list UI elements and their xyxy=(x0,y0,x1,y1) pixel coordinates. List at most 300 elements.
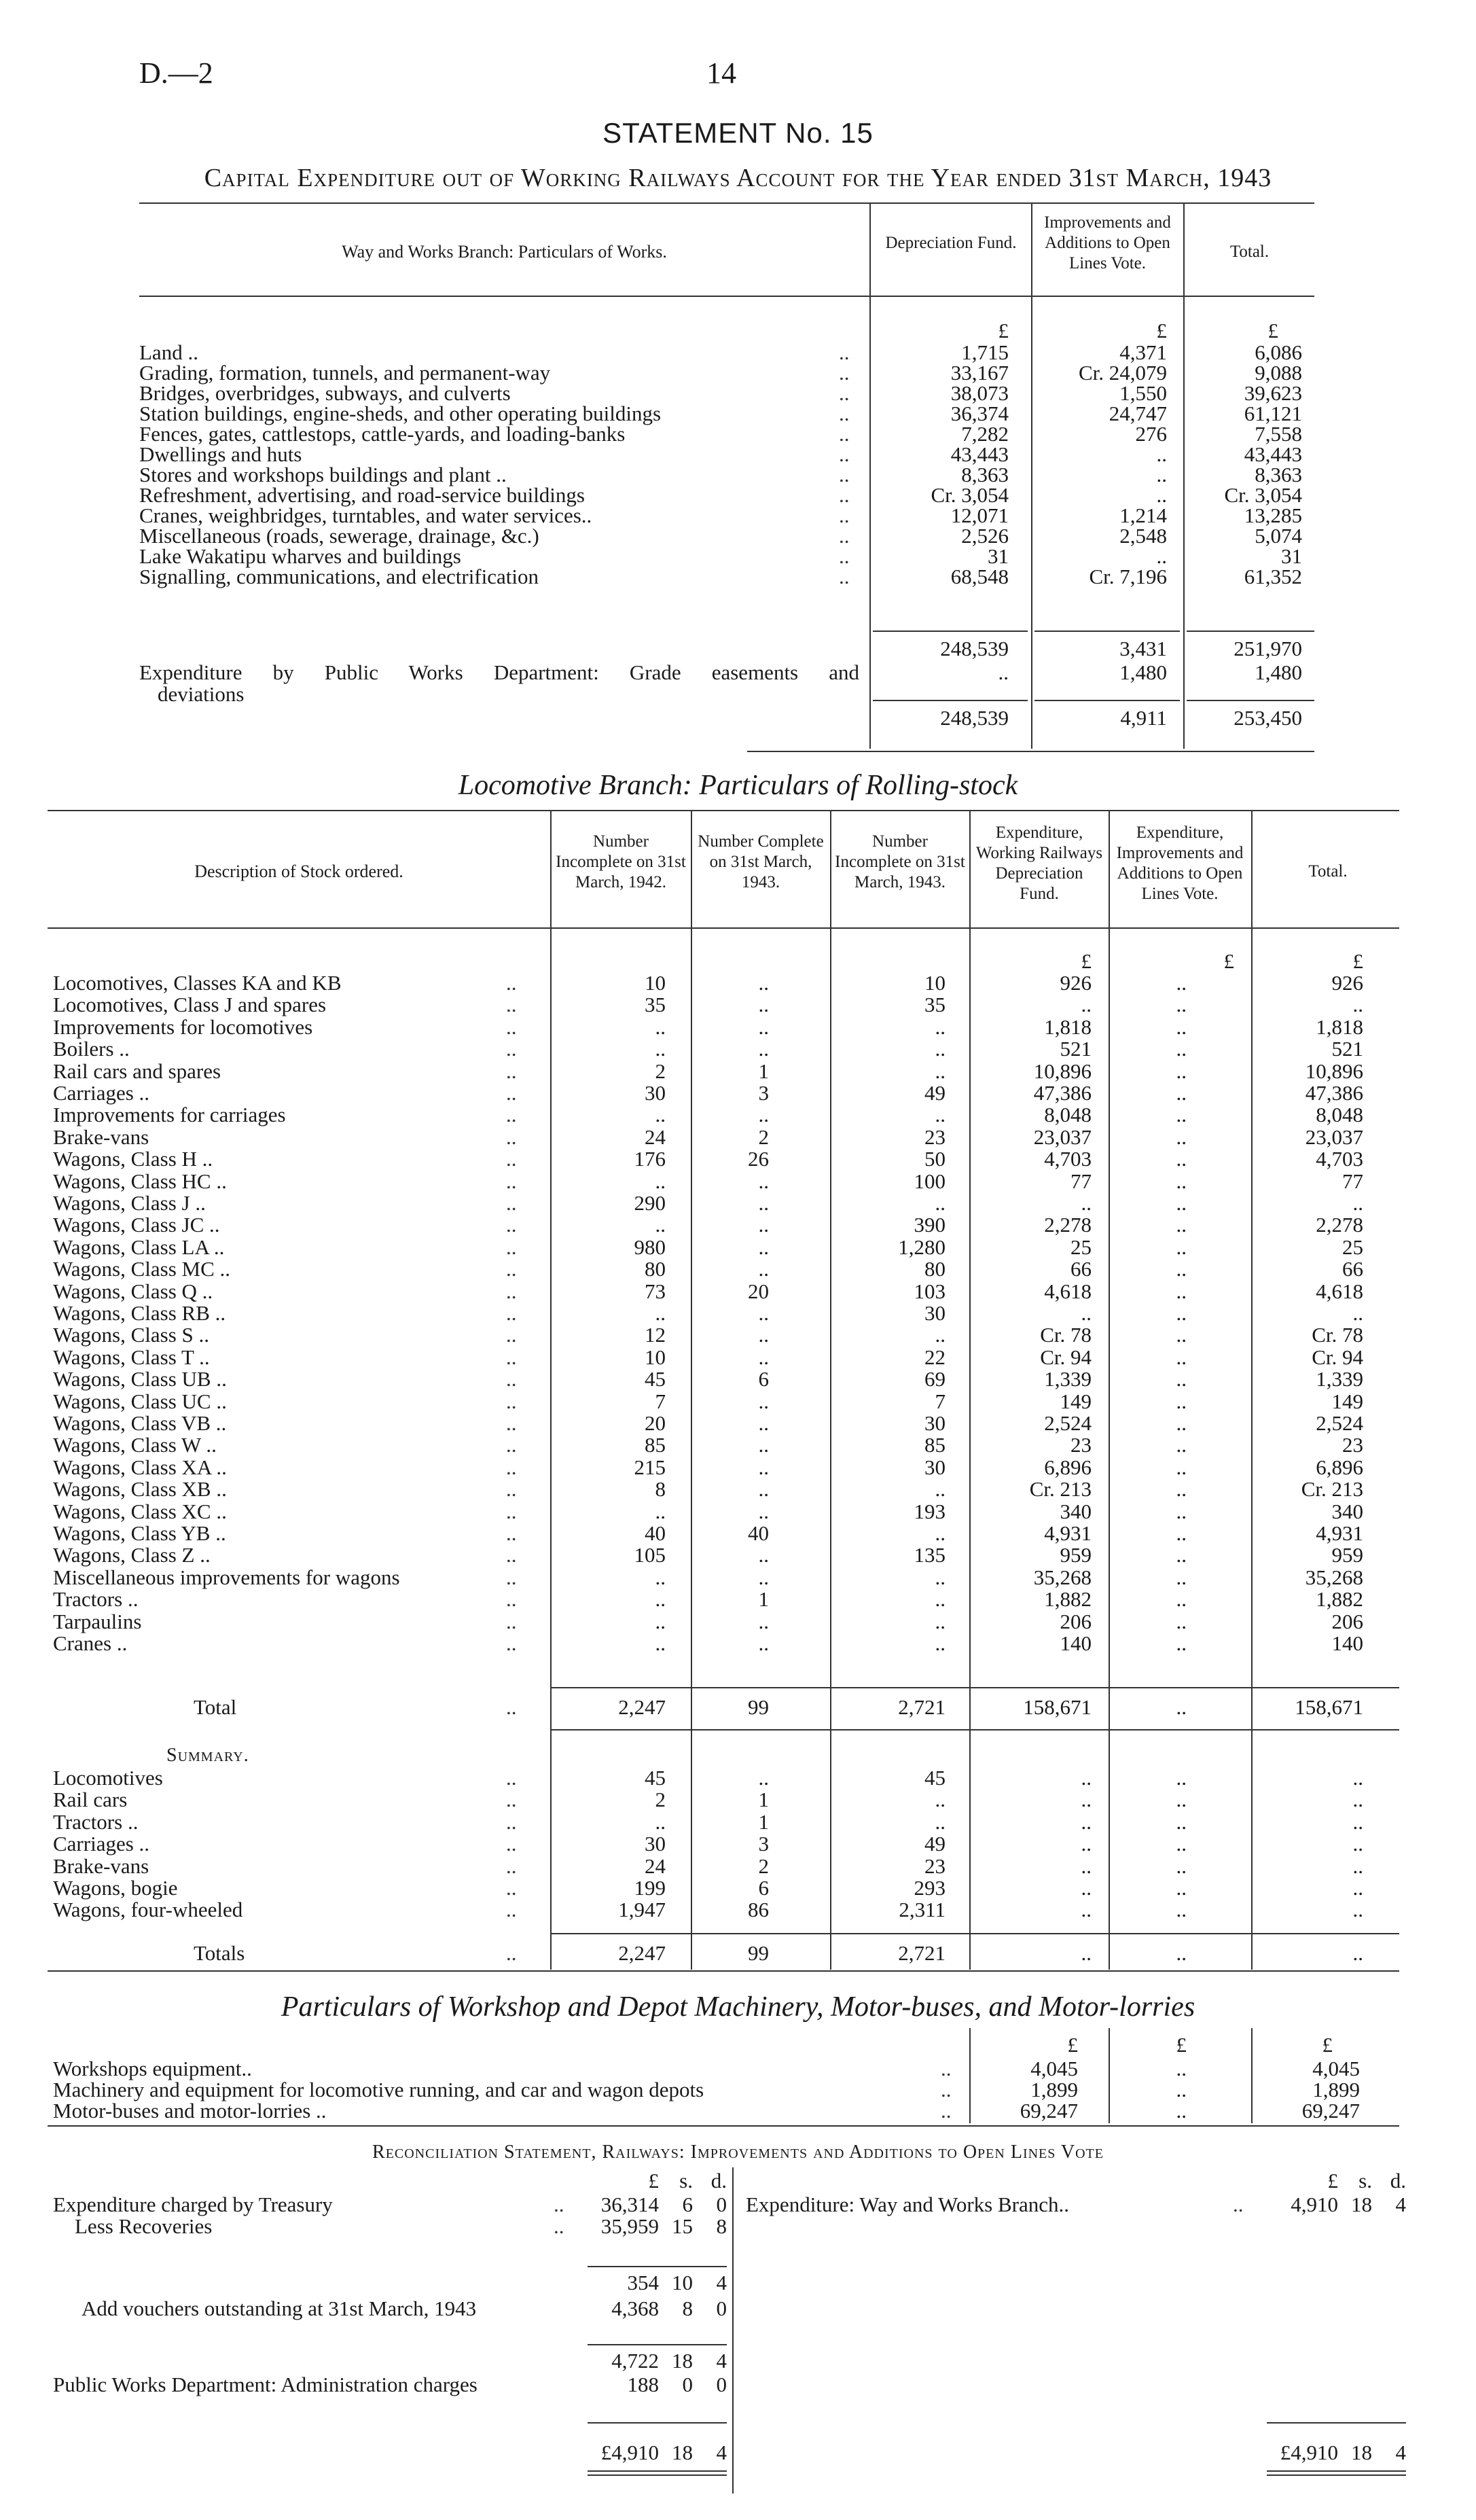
cell-imp-vote: .. xyxy=(1176,1235,1187,1259)
cell-dep-fund: 149 xyxy=(1060,1389,1092,1413)
recon-double-rule xyxy=(1267,2470,1406,2472)
cell-dep-fund: 158,671 xyxy=(1023,1695,1092,1719)
recon-shillings: 8 xyxy=(682,2296,693,2320)
cell-dep-fund: 340 xyxy=(1060,1499,1092,1523)
cell-complete-1943: 1 xyxy=(758,1809,769,1834)
ww-row-dep: 1,715 xyxy=(961,340,1009,364)
cell-total: Cr. 94 xyxy=(1312,1345,1363,1369)
cell-total: 521 xyxy=(1331,1037,1363,1061)
cell-total: .. xyxy=(1352,1853,1363,1878)
cell-incomplete-1943: 7 xyxy=(935,1389,946,1413)
loco-row xyxy=(0,1633,1476,1654)
loco-row-label: Improvements for locomotives xyxy=(53,1014,313,1039)
cell-dep-fund: 35,268 xyxy=(1033,1565,1092,1589)
cell-dep-fund: 4,045 xyxy=(1030,2057,1078,2080)
ww-row-dep: 8,363 xyxy=(961,463,1009,486)
cell-total: .. xyxy=(1352,1809,1363,1834)
leader-dots: .. xyxy=(506,1766,517,1790)
loco-row-label: Miscellaneous improvements for wagons xyxy=(53,1565,400,1589)
cell-incomplete-1942: 40 xyxy=(645,1521,666,1545)
loco-row xyxy=(0,995,1476,1015)
cell-imp-vote: .. xyxy=(1176,1103,1187,1127)
ww-row-total: 39,623 xyxy=(1244,381,1302,405)
cell-total: .. xyxy=(1352,1832,1363,1856)
ww-row-label: Land .. xyxy=(139,340,198,364)
cell-incomplete-1942: .. xyxy=(655,1037,666,1061)
cell-incomplete-1942: .. xyxy=(655,1169,666,1193)
loco-row xyxy=(0,1391,1476,1412)
recon-lsd-right: £ s. d. xyxy=(1327,2169,1406,2193)
cell-incomplete-1942: .. xyxy=(655,1809,666,1834)
loco-row xyxy=(0,1477,1476,1502)
cell-imp-vote: .. xyxy=(1176,1257,1187,1281)
recon-lsd-left: £ s. d. xyxy=(648,2169,727,2193)
workshop-pound-row: £ £ £ xyxy=(1067,2033,1333,2057)
loco-row xyxy=(0,1215,1476,1235)
cell-incomplete-1942: .. xyxy=(655,1014,666,1039)
cell-imp-vote: .. xyxy=(1176,1147,1187,1171)
cell-incomplete-1942: .. xyxy=(655,1301,666,1325)
loco-row xyxy=(0,1083,1476,1103)
leader-dots: .. xyxy=(506,1191,517,1215)
summary-row-label: Wagons, four-wheeled xyxy=(53,1898,243,1922)
cell-imp-vote: .. xyxy=(1176,1279,1187,1303)
ww-row xyxy=(0,444,1476,465)
loco-row xyxy=(0,1303,1476,1324)
loco-row xyxy=(0,1325,1476,1345)
cell-incomplete-1942: 24 xyxy=(645,1124,666,1149)
ww-col-dep: Depreciation Fund. xyxy=(885,234,1017,252)
cell-dep-fund: 8,048 xyxy=(1044,1103,1092,1127)
cell-imp-vote: .. xyxy=(1176,2057,1187,2080)
cell-incomplete-1942: .. xyxy=(655,1499,666,1523)
cell-incomplete-1943: 85 xyxy=(924,1433,946,1457)
ww-row-imp: .. xyxy=(1156,442,1167,466)
cell-incomplete-1942: .. xyxy=(655,1103,666,1127)
cell-dep-fund: 6,896 xyxy=(1044,1455,1092,1479)
cell-incomplete-1943: 2,721 xyxy=(898,1941,946,1965)
cell-complete-1943: .. xyxy=(758,1235,769,1259)
cell-dep-fund: 521 xyxy=(1060,1037,1092,1061)
loco-row-label: Wagons, Class Q .. xyxy=(53,1279,213,1303)
ww-row-label: Lake Wakatipu wharves and buildings xyxy=(139,544,461,568)
recon-pounds: 354 xyxy=(627,2271,659,2294)
leader-dots: .. xyxy=(941,2078,952,2101)
cell-total: 4,931 xyxy=(1316,1521,1363,1545)
cell-total: 8,048 xyxy=(1316,1103,1363,1127)
loco-row-label: Tarpaulins xyxy=(53,1609,142,1633)
loco-row xyxy=(0,1609,1476,1633)
cell-total: 77 xyxy=(1342,1169,1363,1193)
cell-dep-fund: 10,896 xyxy=(1033,1059,1092,1083)
cell-complete-1943: .. xyxy=(758,1565,769,1589)
leader-dots: .. xyxy=(506,1433,517,1457)
ww-row-label: Stores and workshops buildings and plant .. xyxy=(139,463,507,486)
cell-dep-fund: .. xyxy=(1081,1788,1092,1812)
cell-complete-1943: .. xyxy=(758,1543,769,1567)
cell-dep-fund: 1,339 xyxy=(1044,1367,1092,1391)
cell-imp-vote: .. xyxy=(1176,2099,1187,2123)
cell-complete-1943: .. xyxy=(758,1411,769,1435)
recon-shillings: 10 xyxy=(672,2271,693,2294)
recon-left-row xyxy=(0,2273,1476,2293)
ww-row xyxy=(0,404,1476,424)
cell-incomplete-1942: 1,947 xyxy=(618,1898,666,1922)
ww-row xyxy=(0,526,1476,546)
cell-complete-1943: .. xyxy=(758,1766,769,1790)
cell-imp-vote: .. xyxy=(1176,1301,1187,1325)
cell-incomplete-1942: 45 xyxy=(645,1766,666,1790)
cell-complete-1943: .. xyxy=(758,993,769,1017)
ww-row-imp: Cr. 24,079 xyxy=(1078,361,1167,385)
cell-total: 926 xyxy=(1331,971,1363,995)
recon-pounds: 188 xyxy=(627,2373,659,2396)
cell-incomplete-1943: 30 xyxy=(924,1301,946,1325)
cell-complete-1943: 6 xyxy=(758,1367,769,1391)
cell-dep-fund: 47,386 xyxy=(1033,1081,1092,1105)
cell-complete-1943: 1 xyxy=(758,1788,769,1812)
cell-incomplete-1943: .. xyxy=(935,1037,946,1061)
cell-imp-vote: .. xyxy=(1176,1832,1187,1856)
cell-dep-fund: .. xyxy=(1081,1941,1092,1965)
document-code: D.—2 xyxy=(139,56,213,90)
cell-imp-vote: .. xyxy=(1176,1213,1187,1237)
loco-row xyxy=(0,1039,1476,1059)
cell-incomplete-1942: .. xyxy=(655,1631,666,1655)
recon-pence: 0 xyxy=(716,2296,727,2320)
cell-incomplete-1943: .. xyxy=(935,1014,946,1039)
cell-dep-fund: .. xyxy=(1081,1191,1092,1215)
cell-complete-1943: 6 xyxy=(758,1876,769,1900)
recon-double-rule xyxy=(588,2470,727,2472)
loco-row-label: Improvements for carriages xyxy=(53,1103,286,1127)
workshop-heading: Particulars of Workshop and Depot Machinery, Motor-buses, and Motor-lorries xyxy=(281,1991,1195,2023)
ww-row-label: Bridges, overbridges, subways, and culverts xyxy=(139,381,511,405)
cell-complete-1943: .. xyxy=(758,1103,769,1127)
leader-dots: .. xyxy=(506,1235,517,1259)
cell-dep-fund: 2,524 xyxy=(1044,1411,1092,1435)
loco-col-dep: Expenditure, Working Railways Depreciation Fund. xyxy=(975,823,1103,903)
loco-row xyxy=(0,1259,1476,1279)
cell-complete-1943: .. xyxy=(758,1455,769,1479)
cell-total: 1,882 xyxy=(1316,1587,1363,1612)
page-title: Capital Expenditure out of Working Railways Account for the Year ended 31st March, 1943 xyxy=(204,164,1272,192)
cell-total: 2,278 xyxy=(1316,1213,1363,1237)
ww-row-total: 43,443 xyxy=(1244,442,1302,466)
recon-pence: 8 xyxy=(716,2214,727,2238)
ww-row-label: Fences, gates, cattlestops, cattle-yards, and loading-banks xyxy=(139,422,626,446)
recon-left-total: £4,910 18 4 xyxy=(600,2441,727,2464)
loco-row xyxy=(0,1369,1476,1389)
loco-header-rule xyxy=(48,927,1399,929)
ww-row-label: Station buildings, engine-sheds, and other operating buildings xyxy=(139,402,662,425)
cell-imp-vote: .. xyxy=(1176,1631,1187,1655)
cell-dep-fund: 77 xyxy=(1070,1169,1092,1193)
ww-subtotal-rule xyxy=(1034,631,1180,632)
cell-complete-1943: 3 xyxy=(758,1081,769,1105)
loco-row-label: Boilers .. xyxy=(53,1037,130,1061)
leader-dots: .. xyxy=(839,524,850,548)
cell-dep-fund: 4,618 xyxy=(1044,1279,1092,1303)
ww-row-label: Signalling, communications, and electrification xyxy=(139,565,539,588)
ww-grand-rule xyxy=(1034,700,1180,701)
ww-vrule xyxy=(1183,204,1185,296)
cell-incomplete-1943: 103 xyxy=(914,1279,946,1303)
cell-incomplete-1943: 50 xyxy=(924,1147,946,1171)
cell-complete-1943: 1 xyxy=(758,1587,769,1612)
summary-total-row xyxy=(0,1943,1476,1964)
cell-total: .. xyxy=(1352,1301,1363,1325)
loco-row-label: Wagons, Class UC .. xyxy=(53,1389,227,1413)
recon-left-row xyxy=(0,2296,1476,2320)
summary-row-label: Tractors .. xyxy=(53,1809,139,1834)
ww-header-rule xyxy=(139,296,1314,297)
loco-bottom-rule xyxy=(48,1970,1399,1972)
loco-total-row xyxy=(0,1697,1476,1718)
cell-total: 340 xyxy=(1331,1499,1363,1523)
ww-row-dep: 31 xyxy=(988,544,1009,568)
cell-dep-fund: 4,931 xyxy=(1044,1521,1092,1545)
cell-imp-vote: .. xyxy=(1176,1345,1187,1369)
cell-imp-vote: .. xyxy=(1176,1433,1187,1457)
workshop-row-label: Workshops equipment.. xyxy=(53,2057,252,2080)
cell-incomplete-1942: 290 xyxy=(634,1191,666,1215)
cell-incomplete-1942: 176 xyxy=(634,1147,666,1171)
cell-imp-vote: .. xyxy=(1176,1323,1187,1347)
cell-incomplete-1943: 49 xyxy=(924,1081,946,1105)
leader-dots: .. xyxy=(506,1631,517,1655)
cell-imp-vote: .. xyxy=(1176,1788,1187,1812)
cell-incomplete-1943: 23 xyxy=(924,1124,946,1149)
cell-complete-1943: 2 xyxy=(758,1853,769,1878)
recon-left-row xyxy=(0,2375,1476,2395)
leader-dots: .. xyxy=(839,503,850,527)
cell-incomplete-1942: 10 xyxy=(645,1345,666,1369)
cell-incomplete-1942: 2 xyxy=(655,1788,666,1812)
cell-complete-1943: .. xyxy=(758,1477,769,1502)
recon-pence: 4 xyxy=(716,2349,727,2373)
cell-total: .. xyxy=(1352,993,1363,1017)
leader-dots: .. xyxy=(506,1301,517,1325)
cell-imp-vote: .. xyxy=(1176,1389,1187,1413)
cell-total: 25 xyxy=(1342,1235,1363,1259)
cell-total: 1,818 xyxy=(1316,1014,1363,1039)
ww-row-total: 5,074 xyxy=(1255,524,1302,548)
recon-left-label: Expenditure charged by Treasury xyxy=(53,2193,333,2216)
loco-row-label: Wagons, Class W .. xyxy=(53,1433,217,1457)
cell-incomplete-1943: 80 xyxy=(924,1257,946,1281)
recon-heading: Reconciliation Statement, Railways: Improvements and Additions to Open Lines Vote xyxy=(372,2142,1104,2163)
ww-subtotal-row: 248,539 3,431 251,970 xyxy=(940,637,1302,660)
cell-incomplete-1942: 215 xyxy=(634,1455,666,1479)
ww-row-imp: 4,371 xyxy=(1119,340,1167,364)
cell-total: .. xyxy=(1352,1788,1363,1812)
cell-complete-1943: 99 xyxy=(748,1695,769,1719)
ww-pwd-row: Expenditure by Public Works Department: Grade easements and .. 1,480 1,480 xyxy=(139,660,1302,684)
leader-dots: .. xyxy=(506,1059,517,1083)
recon-left-label: Add vouchers outstanding at 31st March, 1943 xyxy=(82,2296,477,2320)
cell-complete-1943: .. xyxy=(758,1499,769,1523)
cell-dep-fund: Cr. 213 xyxy=(1029,1477,1092,1502)
cell-incomplete-1942: 30 xyxy=(645,1832,666,1856)
cell-imp-vote: .. xyxy=(1176,1695,1187,1719)
ww-pound-row: £ £ £ xyxy=(998,319,1278,342)
recon-rule xyxy=(588,2422,727,2424)
loco-row-label: Locomotives, Class J and spares xyxy=(53,993,327,1017)
cell-total: .. xyxy=(1352,1941,1363,1965)
cell-complete-1943: 20 xyxy=(748,1279,769,1303)
loco-row-label: Wagons, Class H .. xyxy=(53,1147,213,1171)
loco-row xyxy=(0,1347,1476,1368)
recon-pence: 4 xyxy=(716,2271,727,2294)
leader-dots: .. xyxy=(839,442,850,466)
cell-complete-1943: .. xyxy=(758,1609,769,1633)
summary-row-label: Rail cars xyxy=(53,1788,128,1812)
cell-complete-1943: .. xyxy=(758,1301,769,1325)
workshop-row-label: Motor-buses and motor-lorries .. xyxy=(53,2099,327,2123)
cell-incomplete-1942: 45 xyxy=(645,1367,666,1391)
cell-dep-fund: 23 xyxy=(1070,1433,1092,1457)
loco-row-label: Wagons, Class JC .. xyxy=(53,1213,220,1237)
cell-incomplete-1942: 980 xyxy=(634,1235,666,1259)
cell-dep-fund: .. xyxy=(1081,1853,1092,1878)
cell-dep-fund: Cr. 78 xyxy=(1040,1323,1092,1347)
cell-incomplete-1943: 293 xyxy=(914,1876,946,1900)
cell-imp-vote: .. xyxy=(1176,1014,1187,1039)
leader-dots: .. xyxy=(506,1587,517,1612)
summary-total-rule xyxy=(550,1933,1399,1934)
cell-incomplete-1942: 24 xyxy=(645,1853,666,1878)
cell-imp-vote: .. xyxy=(1176,1367,1187,1391)
cell-total: 158,671 xyxy=(1295,1695,1363,1719)
ww-row-total: Cr. 3,054 xyxy=(1224,483,1302,507)
cell-total: 4,045 xyxy=(1312,2057,1360,2080)
leader-dots: .. xyxy=(506,1521,517,1545)
leader-dots: .. xyxy=(839,340,850,364)
loco-row-label: Tractors .. xyxy=(53,1587,139,1612)
recon-pounds: 4,368 xyxy=(611,2296,659,2320)
loco-row-label: Cranes .. xyxy=(53,1631,128,1655)
ww-row-imp: .. xyxy=(1156,483,1167,507)
loco-total-label: Total xyxy=(194,1695,237,1719)
leader-dots: .. xyxy=(506,1832,517,1856)
recon-pounds: 36,314 xyxy=(600,2193,659,2216)
loco-row xyxy=(0,1193,1476,1213)
cell-incomplete-1943: .. xyxy=(935,1323,946,1347)
cell-incomplete-1942: 10 xyxy=(645,971,666,995)
ww-row-label: Refreshment, advertising, and road-service buildings xyxy=(139,483,585,507)
loco-top-rule xyxy=(48,810,1399,811)
ww-row xyxy=(0,363,1476,383)
loco-row-label: Wagons, Class XC .. xyxy=(53,1499,227,1523)
ww-row-imp: .. xyxy=(1156,463,1167,486)
cell-incomplete-1943: 35 xyxy=(924,993,946,1017)
cell-complete-1943: .. xyxy=(758,1389,769,1413)
cell-incomplete-1943: 30 xyxy=(924,1411,946,1435)
ww-row-imp: 1,550 xyxy=(1119,381,1167,405)
leader-dots: .. xyxy=(506,1014,517,1039)
cell-total: 23,037 xyxy=(1305,1124,1363,1149)
recon-pounds: 4,722 xyxy=(611,2349,659,2373)
cell-imp-vote: .. xyxy=(1176,1565,1187,1589)
summary-row-label: Carriages .. xyxy=(53,1832,150,1856)
recon-shillings: 15 xyxy=(672,2214,693,2238)
loco-row xyxy=(0,1457,1476,1478)
cell-total: 10,896 xyxy=(1305,1059,1363,1083)
ww-row xyxy=(0,505,1476,526)
cell-complete-1943: 1 xyxy=(758,1059,769,1083)
cell-incomplete-1943: .. xyxy=(935,1477,946,1502)
cell-complete-1943: .. xyxy=(758,1433,769,1457)
cell-total: 35,268 xyxy=(1305,1565,1363,1589)
cell-total: .. xyxy=(1352,1191,1363,1215)
summary-row xyxy=(0,1834,1476,1854)
loco-row xyxy=(0,1545,1476,1565)
cell-imp-vote: .. xyxy=(1176,1499,1187,1523)
cell-incomplete-1942: 2 xyxy=(655,1059,666,1083)
page-number: 14 xyxy=(706,56,736,90)
cell-complete-1943: 3 xyxy=(758,1832,769,1856)
recon-rule xyxy=(1267,2422,1406,2424)
cell-total: Cr. 213 xyxy=(1301,1477,1363,1502)
cell-total: .. xyxy=(1352,1876,1363,1900)
loco-row xyxy=(0,1237,1476,1258)
recon-left-label: Public Works Department: Administration charges xyxy=(53,2373,478,2396)
cell-incomplete-1942: .. xyxy=(655,1587,666,1612)
cell-dep-fund: .. xyxy=(1081,1809,1092,1834)
loco-row-label: Wagons, Class J .. xyxy=(53,1191,206,1215)
recon-pence: 0 xyxy=(716,2193,727,2216)
summary-heading: Summary. xyxy=(166,1745,249,1766)
leader-dots: .. xyxy=(506,1609,517,1633)
leader-dots: .. xyxy=(506,1543,517,1567)
leader-dots: .. xyxy=(941,2057,952,2080)
leader-dots: .. xyxy=(839,544,850,568)
summary-row xyxy=(0,1768,1476,1788)
cell-incomplete-1942: 2,247 xyxy=(618,1941,666,1965)
cell-incomplete-1942: .. xyxy=(655,1609,666,1633)
cell-incomplete-1943: .. xyxy=(935,1609,946,1633)
cell-dep-fund: .. xyxy=(1081,993,1092,1017)
cell-total: 2,524 xyxy=(1316,1411,1363,1435)
leader-dots: .. xyxy=(506,1345,517,1369)
loco-row-label: Wagons, Class S .. xyxy=(53,1323,210,1347)
cell-incomplete-1943: .. xyxy=(935,1587,946,1612)
cell-complete-1943: .. xyxy=(758,1191,769,1215)
cell-complete-1943: 2 xyxy=(758,1124,769,1149)
cell-incomplete-1942: 30 xyxy=(645,1081,666,1105)
loco-row-label: Wagons, Class Z .. xyxy=(53,1543,211,1567)
ww-row-dep: 12,071 xyxy=(950,503,1009,527)
loco-col-desc: Description of Stock ordered. xyxy=(194,862,403,881)
recon-pounds: 35,959 xyxy=(600,2214,659,2238)
cell-dep-fund: .. xyxy=(1081,1876,1092,1900)
cell-dep-fund: 1,818 xyxy=(1044,1014,1092,1039)
ww-row-total: 61,352 xyxy=(1244,565,1302,588)
ww-row xyxy=(0,383,1476,404)
cell-incomplete-1943: 135 xyxy=(914,1543,946,1567)
cell-total: 140 xyxy=(1331,1631,1363,1655)
ww-bottom-rule xyxy=(747,751,1314,752)
workshop-row xyxy=(0,2080,1476,2100)
leader-dots: .. xyxy=(554,2193,564,2216)
ww-row-imp: 2,548 xyxy=(1119,524,1167,548)
cell-complete-1943: .. xyxy=(758,1037,769,1061)
loco-row-label: Wagons, Class XA .. xyxy=(53,1455,227,1479)
ww-row-total: 13,285 xyxy=(1244,503,1302,527)
cell-total: 206 xyxy=(1331,1609,1363,1633)
cell-complete-1943: .. xyxy=(758,1257,769,1281)
